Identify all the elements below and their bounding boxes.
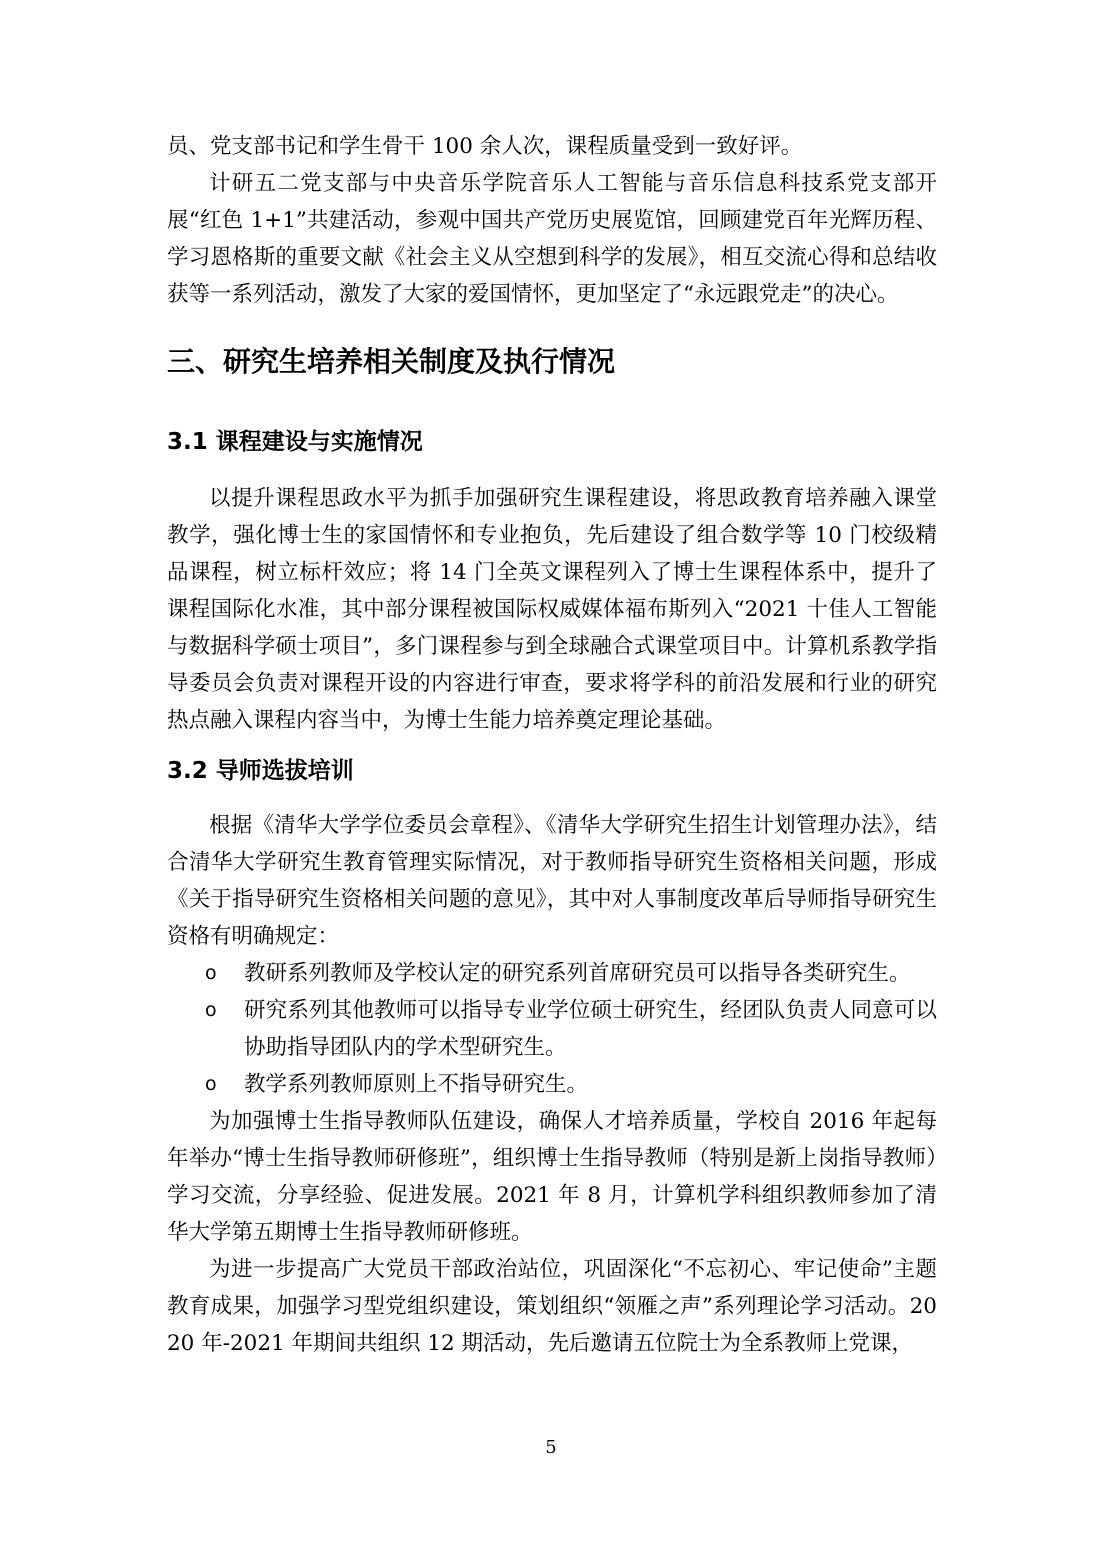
- paragraph-red-1plus1-activity: 计研五二党支部与中央音乐学院音乐人工智能与音乐信息科技系党支部开展“红色 1+1”共建活动，参观中国共产党历史展览馆，回顾建党百年光辉历程、学习恩格斯的重要文献《社会主义从空想到科学的发展》，相互交流心得和总结收获等一系列活动，激发了大家的爱国情怀，更加坚定了“永远跟党走”的决心。: [167, 171, 937, 307]
- paragraph-continued: 员、党支部书记和学生骨干 100 余人次，课程质量受到一致好评。: [167, 134, 803, 159]
- paragraph-course-construction: 以提升课程思政水平为抓手加强研究生课程建设，将思政教育培养融入课堂教学，强化博士生的家国情怀和专业抱负，先后建设了组合数学等 10 门校级精品课程，树立标杆效应；将 14 门全英文课程列入了博士生课程体系中，提升了课程国际化水准，其中部分课程被国际权威媒体福布斯列入“2021 十佳人工智能与数据科学硕士项目”，多门课程参与到全球融合式课堂项目中。计算机系教学指导委员会负责对课程开设的内容进行审查，要求将学科的前沿发展和行业的研究热点融入课程内容当中，为博士生能力培养奠定理论基础。: [167, 486, 937, 733]
- paragraph-advisor-qualification: 根据《清华大学学位委员会章程》、《清华大学研究生招生计划管理办法》，结合清华大学研究生教育管理实际情况，对于教师指导研究生资格相关问题，形成《关于指导研究生资格相关问题的意见》，其中对人事制度改革后导师指导研究生资格有明确规定：: [167, 813, 937, 949]
- section-heading-3: 三、研究生培养相关制度及执行情况: [167, 345, 616, 378]
- list-item: [167, 955, 937, 992]
- list-item-text: 教研系列教师及学校认定的研究系列首席研究员可以指导各类研究生。: [244, 961, 911, 986]
- paragraph-advisor-training: 为加强博士生指导教师队伍建设，确保人才培养质量，学校自 2016 年起每年举办“博士生指导教师研修班”，组织博士生指导教师（特别是新上岗指导教师）学习交流，分享经验、促进发展。2021 年 8 月，计算机学科组织教师参加了清华大学第五期博士生指导教师研修班。: [167, 1109, 937, 1245]
- bullet-circle-icon: o: [205, 999, 217, 1021]
- list-item: [167, 1066, 937, 1103]
- list-item-text: 教学系列教师原则上不指导研究生。: [244, 1072, 589, 1097]
- list-item: [167, 992, 937, 1066]
- subsection-heading-3-1: 3.1 课程建设与实施情况: [167, 429, 423, 455]
- page-number: 5: [545, 1437, 557, 1458]
- document-page: [167, 128, 937, 1362]
- subsection-heading-3-2: 3.2 导师选拔培训: [167, 758, 354, 784]
- paragraph-party-study: 为进一步提高广大党员干部政治站位，巩固深化“不忘初心、牢记使命”主题教育成果，加强学习型党组织建设，策划组织“领雁之声”系列理论学习活动。2020 年-2021 年期间共组织 12 期活动，先后邀请五位院士为全系教师上党课，: [167, 1257, 937, 1356]
- qualification-list: [167, 955, 937, 1103]
- bullet-circle-icon: o: [205, 1073, 217, 1095]
- list-item-text: 研究系列其他教师可以指导专业学位硕士研究生，经团队负责人同意可以协助指导团队内的学术型研究生。: [244, 998, 937, 1060]
- bullet-circle-icon: o: [205, 962, 217, 984]
